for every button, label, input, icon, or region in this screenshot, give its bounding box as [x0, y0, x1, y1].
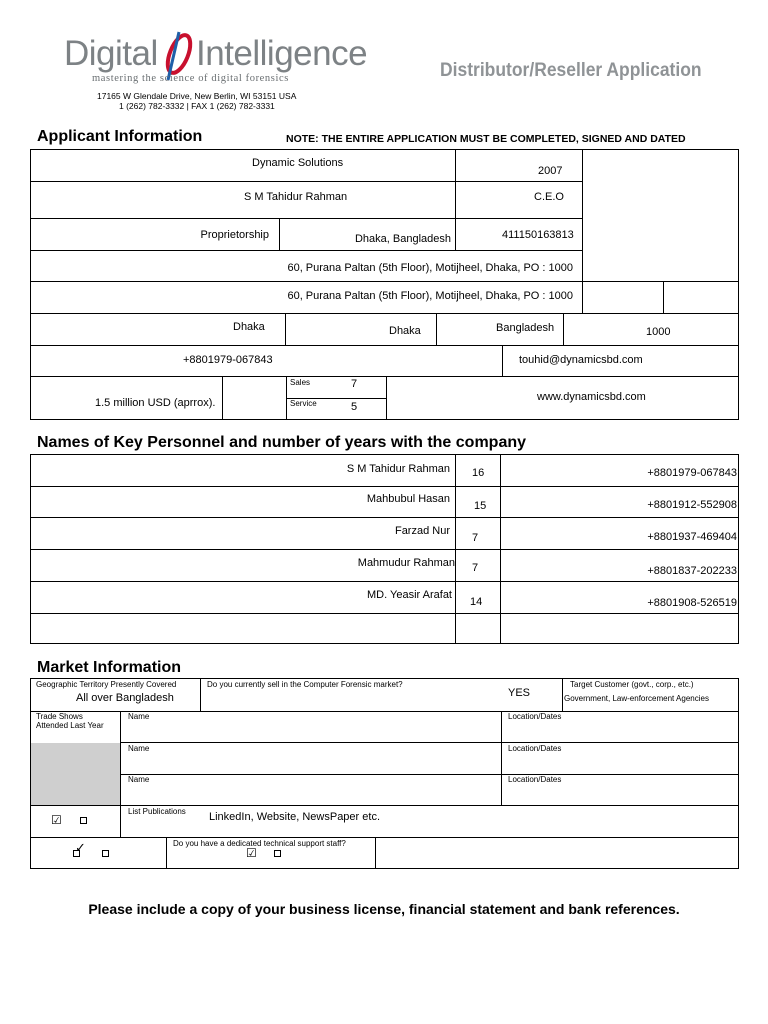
- personnel-name: MD. Yeasir Arafat: [367, 589, 452, 601]
- publications-value: LinkedIn, Website, NewsPaper etc.: [209, 811, 380, 823]
- personnel-name: Farzad Nur: [394, 525, 450, 537]
- city-value: Dhaka: [233, 321, 265, 333]
- support-staff-yes-checkbox[interactable]: ☑: [246, 846, 257, 860]
- service-staff-value: 5: [351, 401, 358, 413]
- publications-label: List Publications: [128, 807, 186, 816]
- applicant-table: [30, 149, 739, 420]
- territory-label: Geographic Territory Presently Covered: [36, 680, 177, 689]
- publications-no-checkbox[interactable]: [80, 817, 87, 824]
- logo-text-digital: Digital: [64, 34, 158, 73]
- applicant-name-value: S M Tahidur Rahman: [244, 191, 348, 203]
- trade-show-name-label: Name: [128, 712, 150, 721]
- country-value: Bangladesh: [496, 322, 555, 334]
- company-name-value: Dynamic Solutions: [252, 157, 344, 169]
- trade-show-name-label: Name: [128, 744, 150, 753]
- row-no-checkbox[interactable]: [102, 850, 109, 857]
- personnel-name: S M Tahidur Rahman: [346, 463, 450, 475]
- annual-revenue-value: 1.5 million USD (aprrox).: [95, 397, 216, 409]
- target-customer-label: Target Customer (govt., corp., etc.): [570, 680, 694, 689]
- address-line1-value: 60, Purana Paltan (5th Floor), Motijheel, Dhaka, PO : 1000: [287, 262, 573, 274]
- forensic-market-label: Do you currently sell in the Computer Forensic market?: [207, 680, 403, 689]
- personnel-years: 7: [472, 532, 479, 544]
- publications-yes-checkbox[interactable]: ☑: [51, 813, 62, 827]
- section-title-market: Market Information: [37, 659, 182, 676]
- sales-label: Sales: [290, 378, 311, 387]
- completion-note: NOTE: THE ENTIRE APPLICATION MUST BE COMPLETED, SIGNED AND DATED: [286, 133, 686, 145]
- company-phone-fax: 1 (262) 782-3332 | FAX 1 (262) 782-3331: [119, 101, 275, 111]
- personnel-phone: +8801979-067843: [647, 467, 737, 479]
- personnel-years: 16: [472, 467, 485, 479]
- target-customer-value: Government, Law-enforcement Agencies: [564, 694, 709, 703]
- zip-value: 1000: [646, 326, 671, 338]
- section-title-applicant: Applicant Information: [37, 128, 203, 145]
- business-type-value: Proprietorship: [200, 229, 269, 241]
- service-label: Service: [290, 399, 317, 408]
- personnel-years: 15: [474, 500, 487, 512]
- territory-value: All over Bangladesh: [76, 692, 174, 704]
- trade-show-location-label: Location/Dates: [508, 775, 562, 784]
- personnel-years: 7: [472, 562, 479, 574]
- personnel-phone: +8801908-526519: [647, 597, 737, 609]
- sales-staff-value: 7: [351, 378, 358, 390]
- form-title: Distributor/Reseller Application: [440, 60, 702, 81]
- support-staff-label: Do you have a dedicated technical support staff?: [173, 839, 346, 848]
- personnel-name: Mahbubul Hasan: [366, 493, 450, 505]
- logo-text-intelligence: Intelligence: [196, 34, 368, 73]
- forensic-market-value: YES: [508, 687, 531, 699]
- personnel-phone: +8801912-552908: [647, 499, 737, 511]
- personnel-phone: +8801837-202233: [647, 565, 737, 577]
- state-value: Dhaka: [389, 325, 421, 337]
- personnel-phone: +8801937-469404: [647, 531, 737, 543]
- logo-tagline: mastering the science of digital forensics: [92, 73, 289, 84]
- trade-show-location-label: Location/Dates: [508, 712, 562, 721]
- website-value: www.dynamicsbd.com: [537, 391, 646, 403]
- phone-value: +8801979-067843: [183, 354, 273, 366]
- tax-id-value: 411150163813: [502, 229, 574, 241]
- business-location-value: Dhaka, Bangladesh: [354, 233, 451, 245]
- trade-shows-shaded-cell: [31, 743, 120, 805]
- address-line2-value: 60, Purana Paltan (5th Floor), Motijheel, Dhaka, PO : 1000: [287, 290, 573, 302]
- trade-show-location-label: Location/Dates: [508, 744, 562, 753]
- trade-show-name-label: Name: [128, 775, 150, 784]
- support-staff-no-checkbox[interactable]: [274, 850, 281, 857]
- applicant-title-value: C.E.O: [534, 191, 564, 203]
- personnel-years: 14: [470, 596, 483, 608]
- company-address: 17165 W Glendale Drive, New Berlin, WI 53151 USA: [97, 91, 297, 101]
- check-mark-icon: ✓: [75, 840, 86, 855]
- footer-instructions: Please include a copy of your business license, financial statement and bank references.: [88, 901, 680, 917]
- section-title-personnel: Names of Key Personnel and number of years with the company: [37, 434, 527, 451]
- year-established-value: 2007: [538, 165, 563, 177]
- email-value: touhid@dynamicsbd.com: [519, 354, 643, 366]
- personnel-name: Mahmudur Rahman: [357, 557, 455, 569]
- trade-shows-label: Trade Shows Attended Last Year: [36, 712, 104, 730]
